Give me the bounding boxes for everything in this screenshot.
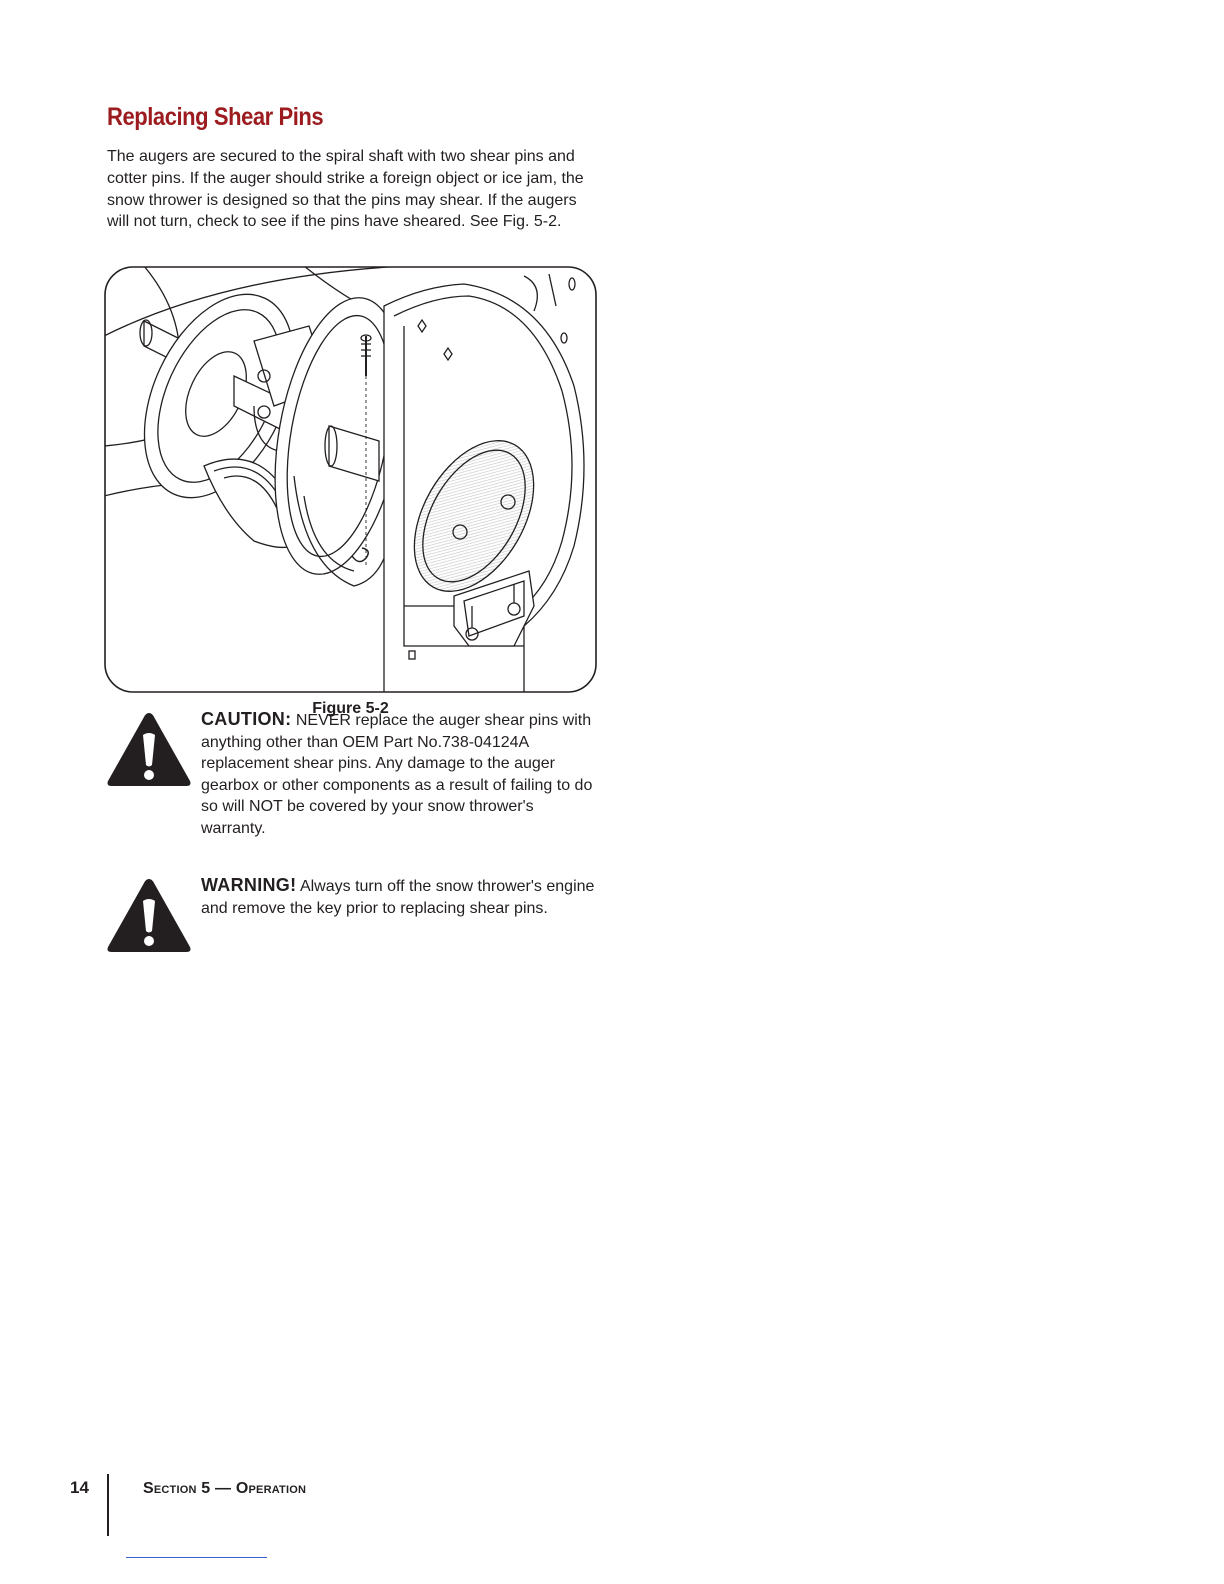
footer-divider [107, 1474, 109, 1536]
figure-5-2 [104, 266, 597, 693]
page-number: 14 [70, 1478, 89, 1497]
warning-text: Always turn off the snow thrower's engine and remove the key prior to replacing shear pins. [201, 878, 595, 917]
footer-link-underline [126, 1557, 267, 1558]
caution-text: NEVER replace the auger shear pins with anything other than OEM Part No.738-04124A replacement shear pins. Any damage to the auger gearbox or other components as a result of failing to do so will NOT be covered by your snow thrower's warranty. [201, 712, 593, 837]
intro-paragraph: The augers are secured to the spiral shaft with two shear pins and cotter pins. If the auger should strike a foreign object or ice jam, the snow thrower is designed so that the pins may shear. If the augers will not turn, check to see if the pins have sheared. See Fig. 5-2. [107, 148, 584, 231]
caution-label: CAUTION: [201, 709, 292, 729]
footer-section-label: Section 5 — Operation [143, 1480, 307, 1497]
auger-shear-pin-illustration [104, 266, 597, 693]
warning-triangle-icon [106, 877, 192, 953]
section-heading: Replacing Shear Pins [107, 103, 324, 131]
warning-triangle-icon [106, 711, 192, 787]
warning-label: WARNING! [201, 875, 297, 895]
figure-caption: Figure 5-2 [312, 700, 389, 717]
